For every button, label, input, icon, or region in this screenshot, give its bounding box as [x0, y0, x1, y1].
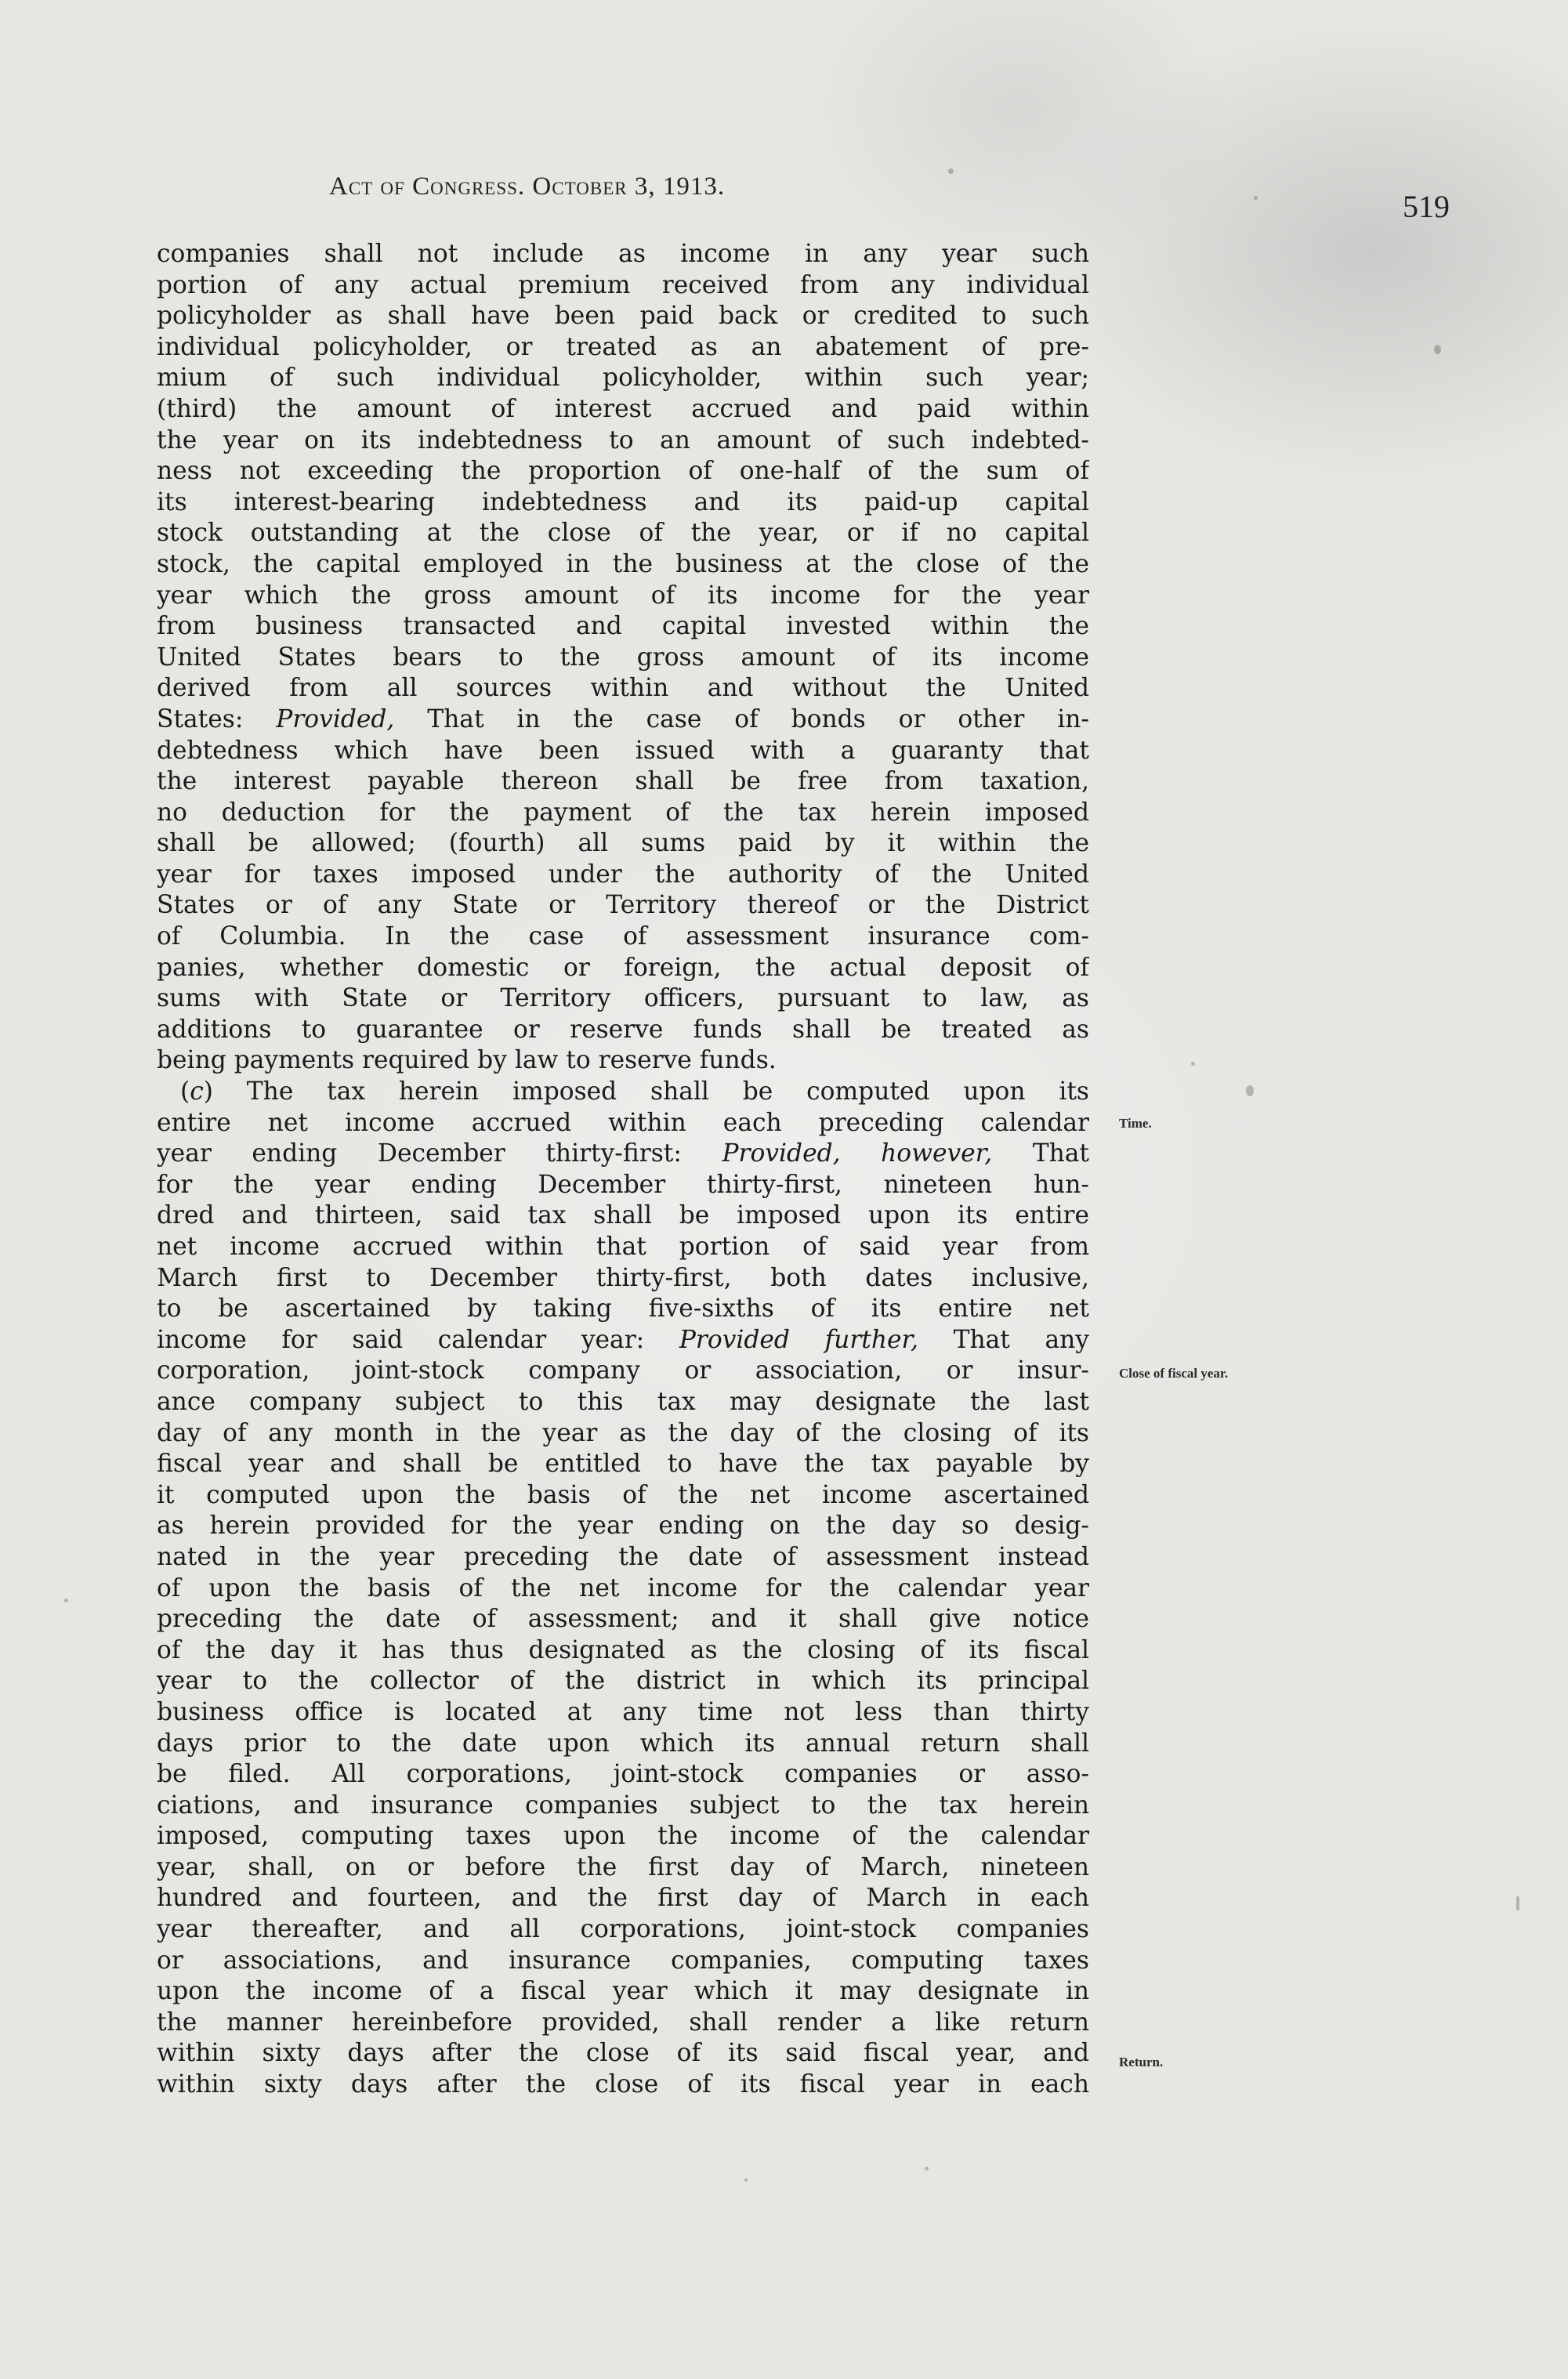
text-line-content: mium of such individual policyholder, within such year; — [157, 364, 1089, 393]
text-line — [157, 890, 1089, 922]
text-line-content: year to the collector of the district in which its principal — [157, 1667, 1089, 1696]
text-line — [157, 828, 1089, 860]
text-line — [157, 922, 1089, 953]
text-line-content: upon the income of a fiscal year which it may designate in — [157, 1977, 1089, 2006]
text-line-content: of upon the basis of the net income for the calendar year — [157, 1573, 1089, 1602]
text-line — [157, 1263, 1089, 1295]
text-line-content: preceding the date of assessment; and it shall give notice — [157, 1605, 1089, 1634]
text-line-content: That any — [918, 1325, 1089, 1354]
text-line-content: no deduction for the payment of the tax herein imposed — [157, 798, 1089, 827]
text-line-content: ( — [180, 1077, 190, 1106]
text-line-content: the year on its indebtedness to an amount of such indebted- — [157, 425, 1089, 454]
paper-speck — [1516, 1896, 1519, 1910]
text-line-content: nated in the year preceding the date of assessment instead — [157, 1542, 1089, 1571]
text-line-content: or associations, and insurance companies, computing taxes — [157, 1946, 1089, 1975]
text-line-content: ciations, and insurance companies subject to the tax herein — [157, 1791, 1089, 1820]
text-line — [157, 643, 1089, 674]
text-line-content: from business transacted and capital invested within the — [157, 612, 1089, 641]
text-line — [157, 1821, 1089, 1852]
text-line — [157, 549, 1089, 581]
text-line-content: within sixty days after the close of its fiscal year in each — [157, 2070, 1089, 2099]
text-line — [157, 1170, 1089, 1201]
text-line — [157, 673, 1089, 704]
text-line-content: within sixty days after the close of its said fiscal year, and — [157, 2039, 1089, 2068]
text-line-content: policyholder as shall have been paid back or credited to such — [157, 302, 1089, 331]
text-line — [157, 1759, 1089, 1791]
text-line — [157, 1356, 1089, 1387]
text-line — [157, 487, 1089, 519]
margin-note-close-of-fiscal-year: Close of fiscal year. — [1119, 1366, 1229, 1381]
text-line-content: additions to guarantee or reserve funds shall be treated as — [157, 1015, 1089, 1044]
page-number: 519 — [1403, 189, 1450, 224]
text-line — [157, 860, 1089, 891]
italic-term: c — [190, 1077, 204, 1106]
text-line — [157, 1914, 1089, 1946]
body-text — [157, 239, 1089, 2101]
text-line — [157, 1449, 1089, 1480]
text-line-content: debtedness which have been issued with a guaranty that — [157, 736, 1089, 765]
text-line — [157, 2008, 1089, 2039]
text-line — [157, 1976, 1089, 2008]
text-line — [157, 1015, 1089, 1046]
text-line-content: its interest-bearing indebtedness and its paid-up capital — [157, 487, 1089, 516]
text-line — [157, 798, 1089, 829]
text-line — [157, 456, 1089, 487]
text-line-content: companies shall not include as income in any year such — [157, 240, 1089, 268]
text-line-content: sums with State or Territory officers, pursuant to law, as — [157, 984, 1089, 1013]
text-line-content: (third) the amount of interest accrued and paid within — [157, 394, 1089, 423]
paper-speck — [64, 1599, 68, 1602]
text-line-content: business office is located at any time not less than thirty — [157, 1697, 1089, 1726]
text-line-content: shall be allowed; (fourth) all sums paid by it within the — [157, 829, 1089, 858]
text-line-content: net income accrued within that portion of said year from — [157, 1233, 1089, 1261]
paper-speck — [1246, 1085, 1254, 1096]
text-line-content: fiscal year and shall be entitled to have the tax payable by — [157, 1450, 1089, 1479]
text-line-content: stock outstanding at the close of the year, or if no capital — [157, 519, 1089, 548]
text-line-content: being payments required by law to reserve funds. — [157, 1046, 777, 1075]
text-line-content: United States bears to the gross amount of its income — [157, 643, 1089, 672]
text-line — [157, 953, 1089, 984]
text-line-content: imposed, computing taxes upon the income of the calendar — [157, 1822, 1089, 1851]
text-line — [157, 704, 1089, 736]
text-line — [157, 581, 1089, 612]
text-line-content: March first to December thirty-first, both dates inclusive, — [157, 1263, 1089, 1292]
text-line — [157, 332, 1089, 364]
text-line — [157, 766, 1089, 798]
text-line-content: year ending December thirty-first: — [157, 1139, 722, 1168]
text-line-content: the interest payable thereon shall be free from taxation, — [157, 767, 1089, 796]
text-line — [157, 1791, 1089, 1822]
text-line-content: income for said calendar year: — [157, 1325, 679, 1354]
text-line — [157, 1604, 1089, 1635]
text-line — [157, 1542, 1089, 1573]
text-line — [157, 983, 1089, 1015]
italic-term: Provided further, — [679, 1325, 919, 1354]
text-line — [157, 1666, 1089, 1697]
text-line-content: portion of any actual premium received from any individual — [157, 270, 1089, 299]
text-line-content: entire net income accrued within each preceding calendar — [157, 1108, 1089, 1137]
text-line-content: dred and thirteen, said tax shall be imposed upon its entire — [157, 1201, 1089, 1230]
margin-note-return: Return. — [1119, 2055, 1164, 2069]
text-line — [157, 394, 1089, 425]
text-line-content: year for taxes imposed under the authority of the United — [157, 860, 1089, 889]
text-line — [157, 1635, 1089, 1667]
text-line — [157, 1200, 1089, 1232]
text-line-content: year, shall, on or before the first day of March, nineteen — [157, 1852, 1089, 1881]
text-line — [157, 1387, 1089, 1418]
text-line — [157, 1077, 1089, 1108]
running-head: Act of Congress. October 3, 1913. — [329, 172, 726, 201]
text-line-content: hundred and fourteen, and the first day of March in each — [157, 1884, 1089, 1913]
italic-term: Provided, — [276, 704, 395, 733]
text-line — [157, 2069, 1089, 2101]
text-line — [157, 1573, 1089, 1605]
paper-speck — [1434, 345, 1441, 354]
text-line-content: That — [992, 1139, 1089, 1168]
text-line-content: ance company subject to this tax may designate the last — [157, 1387, 1089, 1416]
text-line — [157, 1480, 1089, 1512]
text-line-content: of the day it has thus designated as the closing of its fiscal — [157, 1635, 1089, 1664]
text-line — [157, 1883, 1089, 1914]
text-line-content: year thereafter, and all corporations, joint-stock companies — [157, 1915, 1089, 1944]
text-line — [157, 518, 1089, 549]
text-line — [157, 2038, 1089, 2069]
text-line — [157, 611, 1089, 643]
text-line — [157, 270, 1089, 302]
text-line — [157, 1729, 1089, 1760]
text-line-content: be filed. All corporations, joint-stock companies or asso- — [157, 1760, 1089, 1789]
text-line-content: of Columbia. In the case of assessment insurance com- — [157, 922, 1089, 951]
text-line — [157, 239, 1089, 270]
paper-speck — [925, 2167, 929, 2171]
text-line — [157, 363, 1089, 394]
text-line — [157, 1139, 1089, 1170]
text-line-content: to be ascertained by taking five-sixths of its entire net — [157, 1295, 1089, 1323]
text-line — [157, 1946, 1089, 1977]
text-line-content: States: — [157, 704, 277, 733]
text-line-content: for the year ending December thirty-first, nineteen hun- — [157, 1170, 1089, 1199]
text-line — [157, 1045, 1089, 1077]
paper-speck — [1254, 196, 1258, 200]
text-line-content: ) The tax herein imposed shall be computed upon its — [203, 1077, 1089, 1106]
text-line — [157, 1108, 1089, 1139]
text-line-content: the manner hereinbefore provided, shall render a like return — [157, 2008, 1089, 2037]
text-line — [157, 1511, 1089, 1542]
margin-note-time: Time. — [1119, 1116, 1152, 1131]
paper-speck — [1191, 1062, 1195, 1066]
text-line — [157, 301, 1089, 332]
text-line-content: That in the case of bonds or other in- — [394, 704, 1089, 733]
paper-speck — [948, 168, 954, 174]
text-line — [157, 1294, 1089, 1325]
text-line-content: ness not exceeding the proportion of one-half of the sum of — [157, 457, 1089, 486]
text-line-content: day of any month in the year as the day of the closing of its — [157, 1418, 1089, 1447]
text-line-content: panies, whether domestic or foreign, the actual deposit of — [157, 953, 1089, 982]
italic-term: Provided, however, — [722, 1139, 993, 1168]
text-line-content: corporation, joint-stock company or association, or insur- — [157, 1356, 1089, 1385]
text-line — [157, 1325, 1089, 1356]
paper-speck — [744, 2178, 748, 2182]
text-line-content: days prior to the date upon which its annual return shall — [157, 1729, 1089, 1758]
text-line — [157, 425, 1089, 457]
text-line — [157, 736, 1089, 767]
text-line-content: stock, the capital employed in the business at the close of the — [157, 549, 1089, 578]
text-line-content: derived from all sources within and without the United — [157, 674, 1089, 703]
text-line — [157, 1697, 1089, 1729]
text-line-content: States or of any State or Territory thereof or the District — [157, 891, 1089, 920]
text-line-content: it computed upon the basis of the net income ascertained — [157, 1480, 1089, 1509]
text-line-content: individual policyholder, or treated as an abatement of pre- — [157, 332, 1089, 361]
text-line-content: as herein provided for the year ending on the day so desig- — [157, 1512, 1089, 1541]
text-line — [157, 1232, 1089, 1263]
text-line — [157, 1852, 1089, 1884]
text-line — [157, 1418, 1089, 1450]
text-line-content: year which the gross amount of its income for the year — [157, 581, 1089, 610]
